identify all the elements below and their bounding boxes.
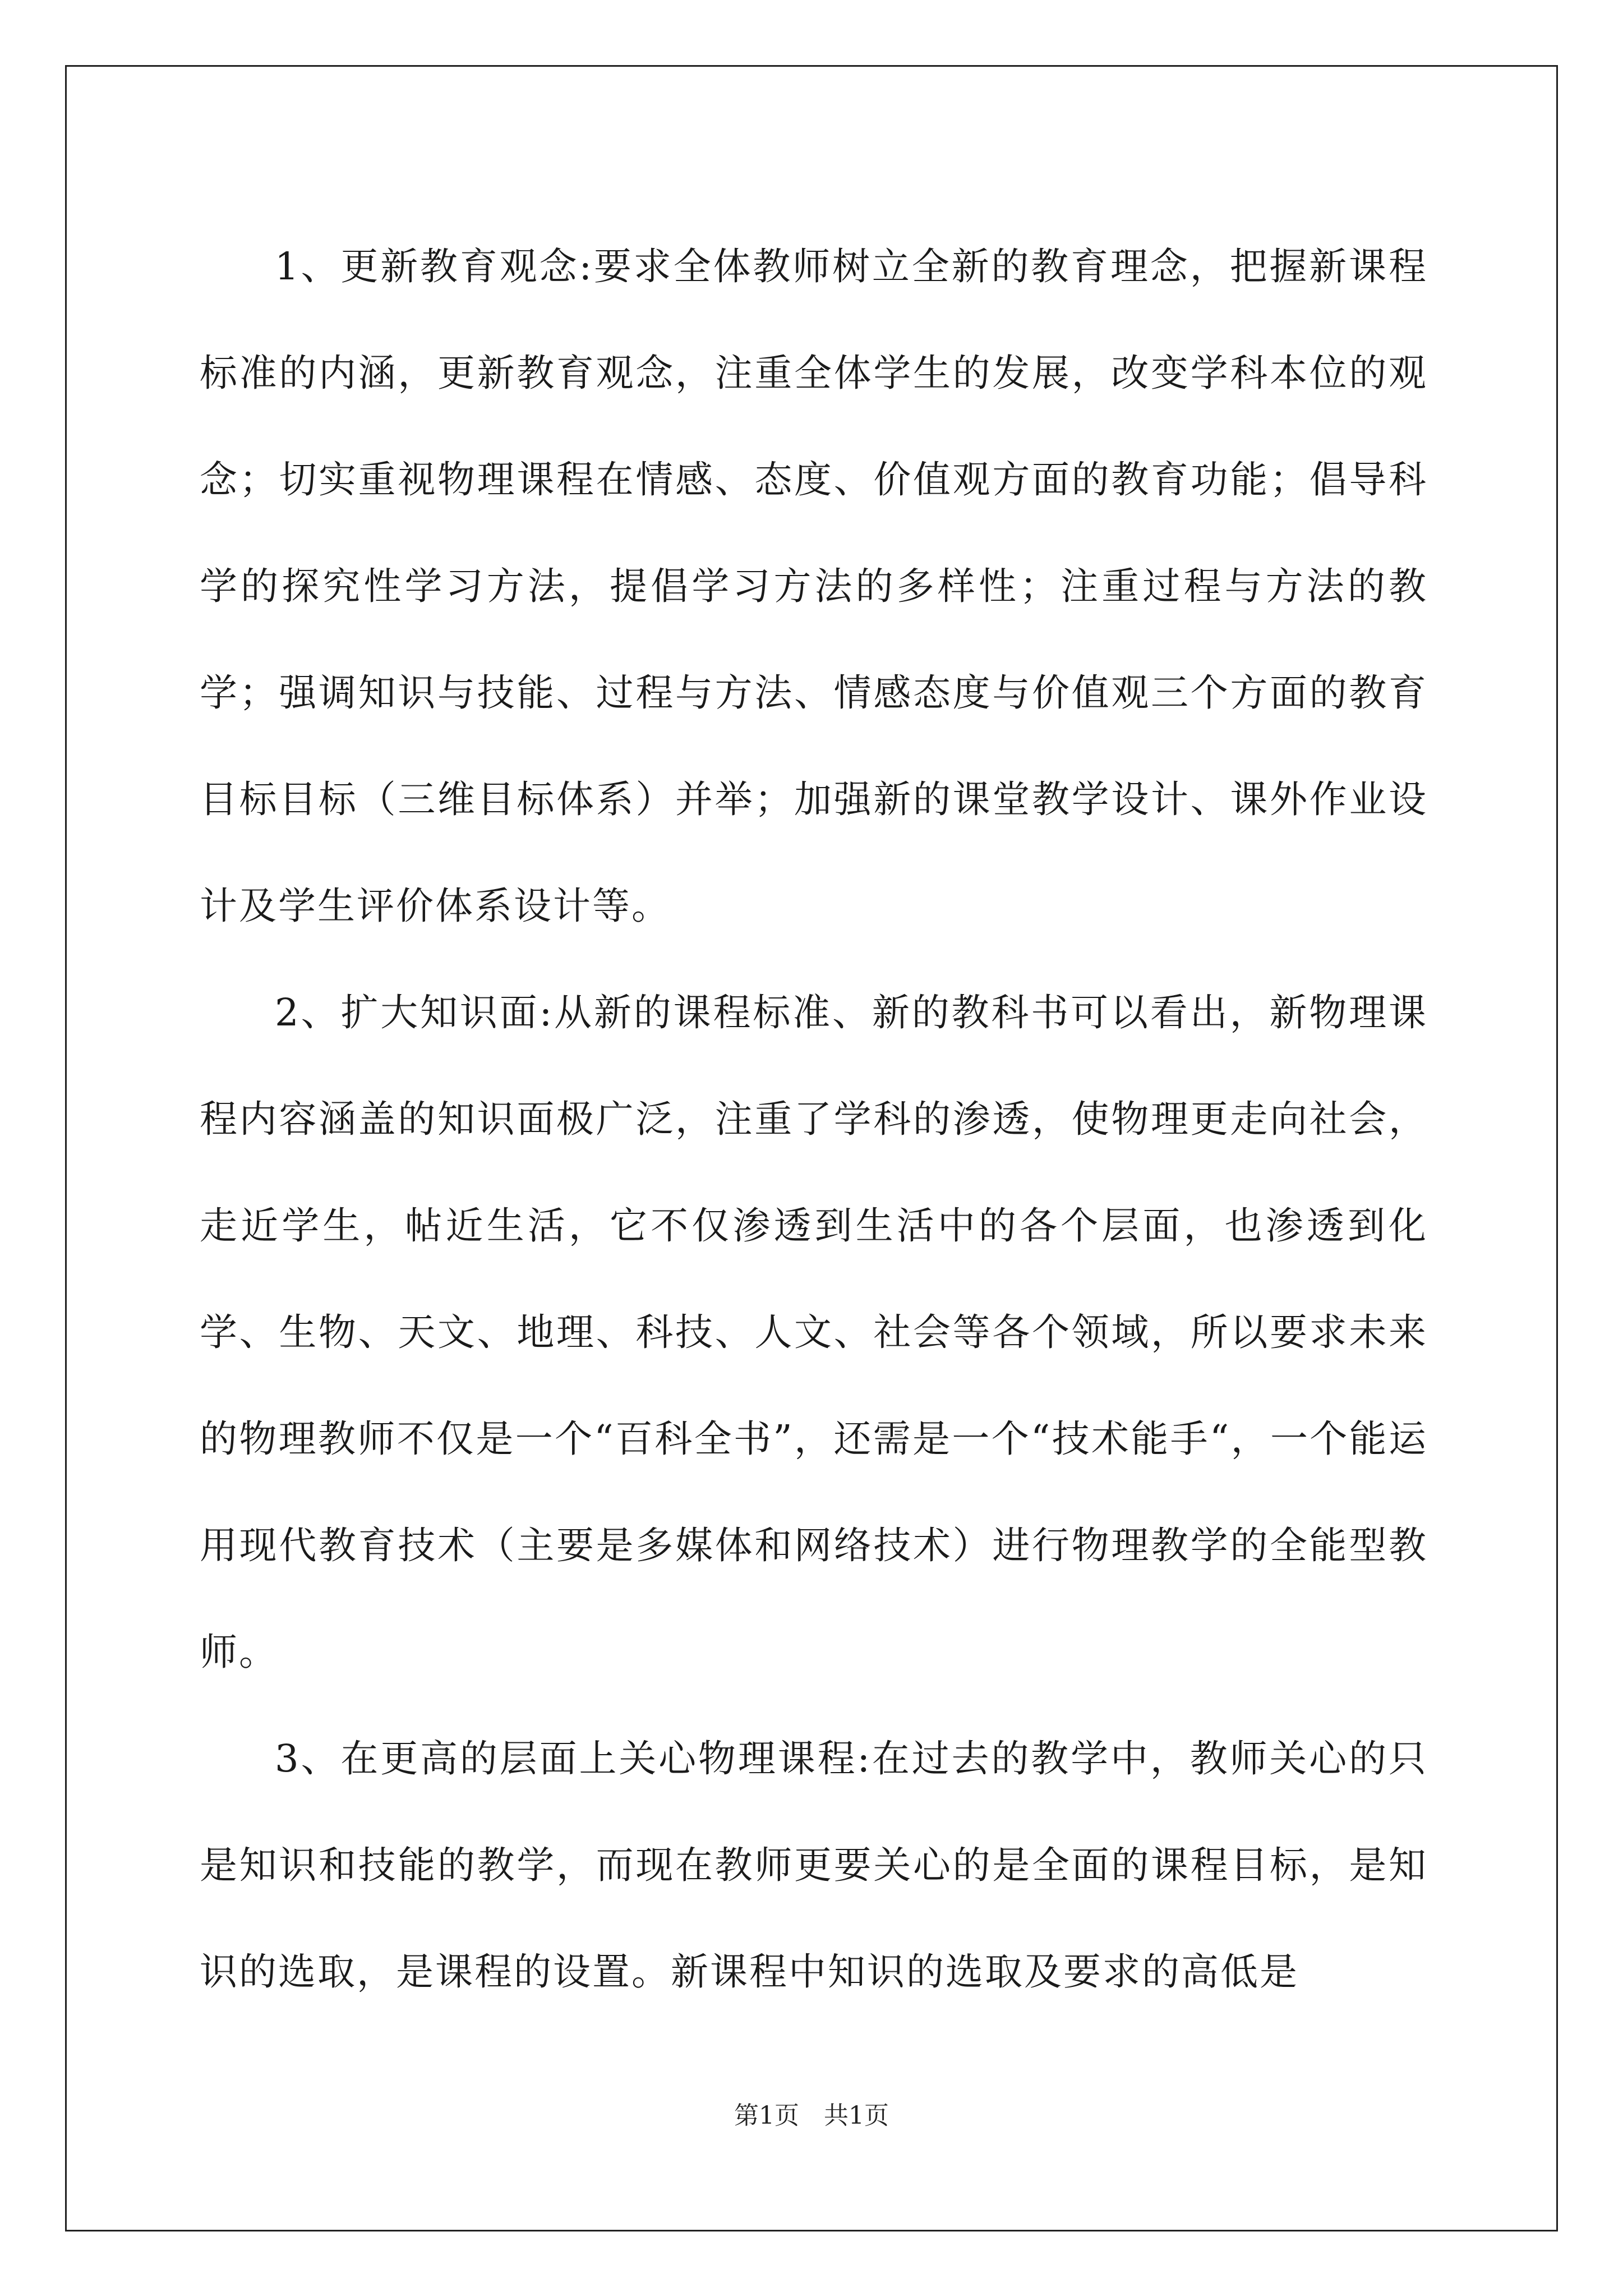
paragraph-1: 1、更新教育观念:要求全体教师树立全新的教育理念，把握新课程标准的内涵，更新教育观念，注重全体学生的发展，改变学科本位的观念；切实重视物理课程在情感、态度、价值观方面的教育功能；倡导科学的探究性学习方法，提倡学习方法的多样性；注重过程与方法的教学；强调知识与技能、过程与方法、情感态度与价值观三个方面的教育目标目标（三维目标体系）并举；加强新的课堂教学设计、课外作业设计及学生评价体系设计等。: [200, 245, 1428, 928]
paragraph-3: 3、在更高的层面上关心物理课程:在过去的教学中，教师关心的只是知识和技能的教学，而现在教师更要关心的是全面的课程目标，是知识的选取，是课程的设置。新课程中知识的选取及要求的高低是: [200, 1737, 1428, 1994]
page-number: 第1页: [734, 2101, 799, 2130]
document-body: [200, 213, 1428, 2025]
paragraph-2: 2、扩大知识面:从新的课程标准、新的教科书可以看出，新物理课程内容涵盖的知识面极广泛，注重了学科的渗透，使物理更走向社会，走近学生，帖近生活，它不仅渗透到生活中的各个层面，也渗透到化学、生物、天文、地理、科技、人文、社会等各个领域，所以要求未来的物理教师不仅是一个“百科全书”，还需是一个“技术能手“，一个能运用现代教育技术（主要是多媒体和网络技术）进行物理教学的全能型教师。: [200, 991, 1428, 1674]
page-footer: [0, 2099, 1623, 2133]
page-total: 共1页: [824, 2101, 889, 2130]
